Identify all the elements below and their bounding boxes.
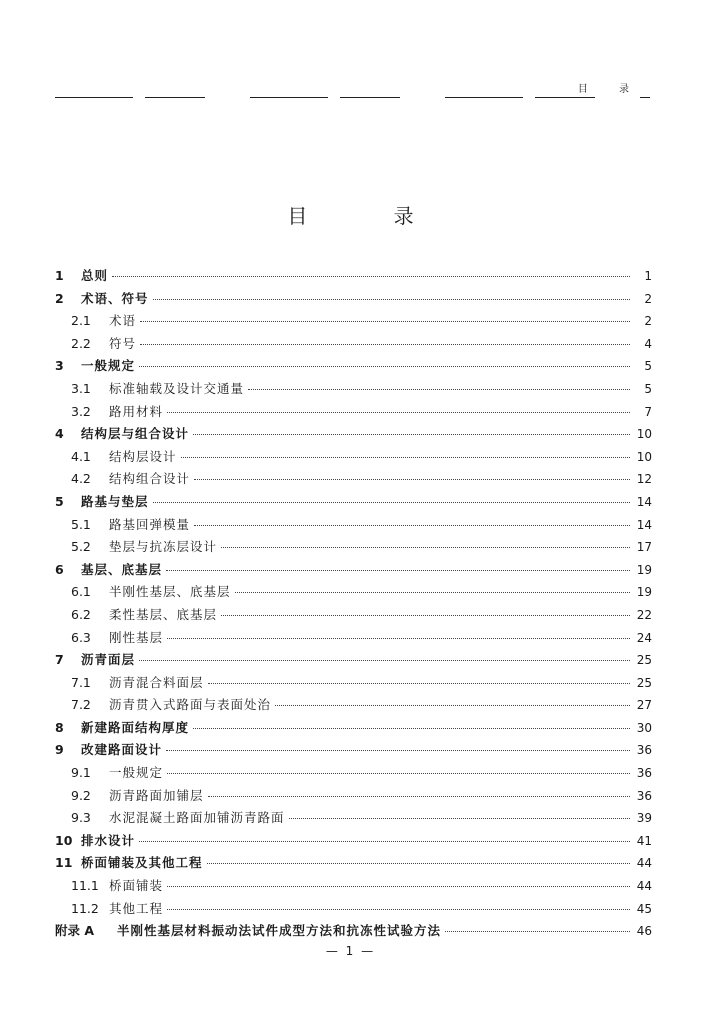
toc-entry-page: 19 (636, 585, 652, 600)
toc-entry[interactable] (55, 424, 652, 447)
dot-leader (221, 547, 630, 548)
toc-entry-page: 44 (636, 856, 652, 871)
toc-entry-number: 10 (55, 832, 73, 848)
toc-entry[interactable] (55, 786, 652, 809)
toc-entry-title: 路基回弹模量 (109, 516, 191, 532)
page-title: 目 录 (287, 204, 454, 228)
toc-entry-number: 6.3 (71, 629, 91, 645)
toc-entry-number: 2.2 (71, 335, 91, 351)
dot-leader (166, 750, 630, 751)
dot-leader (207, 863, 630, 864)
toc-entry-title: 桥面铺装 (109, 878, 164, 894)
toc-entry-page: 5 (644, 359, 652, 374)
toc-entry[interactable] (55, 311, 652, 334)
dot-leader (193, 728, 630, 729)
toc-entry[interactable] (55, 921, 652, 944)
dot-leader (193, 434, 630, 435)
dot-leader (153, 299, 630, 300)
toc-entry-number: 5.2 (71, 539, 91, 555)
toc-entry-number: 7 (55, 652, 64, 668)
dot-leader (235, 592, 630, 593)
dot-leader (275, 705, 630, 706)
toc-entry-title: 刚性基层 (109, 629, 164, 645)
dot-leader (153, 502, 630, 503)
dot-leader (139, 366, 630, 367)
toc-entry-page: 4 (644, 336, 652, 351)
toc-entry-title: 一般规定 (81, 358, 136, 374)
toc-entry[interactable] (55, 831, 652, 854)
toc-entry-title: 路用材料 (109, 403, 164, 419)
toc-entry-number: 7.2 (71, 697, 91, 713)
toc-entry[interactable] (55, 740, 652, 763)
toc-entry[interactable] (55, 853, 652, 876)
toc-entry-page: 36 (636, 766, 652, 781)
dot-leader (167, 773, 630, 774)
dot-leader (445, 931, 630, 932)
toc-entry-number: 4.2 (71, 471, 91, 487)
toc-entry-title: 垫层与抗冻层设计 (109, 539, 218, 555)
dot-leader (112, 276, 630, 277)
toc-entry-title: 排水设计 (81, 832, 136, 848)
toc-entry-number: 5.1 (71, 516, 91, 532)
toc-entry[interactable] (55, 763, 652, 786)
toc-entry[interactable] (55, 334, 652, 357)
dot-leader (208, 796, 630, 797)
toc-entry-page: 10 (636, 449, 652, 464)
toc-entry-title: 路基与垫层 (81, 493, 149, 509)
dot-leader (140, 321, 630, 322)
toc-entry-number: 3.2 (71, 403, 91, 419)
toc-entry[interactable] (55, 808, 652, 831)
toc-entry[interactable] (55, 876, 652, 899)
toc-entry-page: 22 (636, 607, 652, 622)
toc-entry-title: 基层、底基层 (81, 561, 163, 577)
toc-entry-page: 14 (636, 517, 652, 532)
dot-leader (208, 683, 630, 684)
toc-entry-page: 41 (636, 833, 652, 848)
dot-leader (167, 886, 630, 887)
toc-entry[interactable] (55, 650, 652, 673)
toc-entry[interactable] (55, 469, 652, 492)
toc-entry-title: 术语 (109, 313, 137, 329)
toc-entry[interactable] (55, 899, 652, 922)
dot-leader (139, 660, 630, 661)
toc-entry-title: 新建路面结构厚度 (81, 719, 190, 735)
toc-entry-title: 柔性基层、底基层 (109, 606, 218, 622)
dot-leader (194, 525, 630, 526)
toc-entry-number: 11 (55, 855, 73, 871)
toc-entry[interactable] (55, 695, 652, 718)
toc-entry-number: 1 (55, 268, 64, 283)
toc-entry-number: 9.2 (71, 787, 91, 803)
toc-entry-page: 5 (644, 381, 652, 396)
toc-entry-page: 36 (636, 743, 652, 758)
table-of-contents (55, 266, 652, 944)
toc-entry-number: 附录 A (55, 923, 95, 939)
dot-leader (139, 841, 630, 842)
dot-leader (167, 638, 630, 639)
toc-entry-page: 30 (636, 720, 652, 735)
toc-entry-number: 4 (55, 426, 64, 442)
toc-entry-number: 9.1 (71, 765, 91, 781)
toc-entry-number: 9 (55, 742, 64, 758)
toc-entry-title: 改建路面设计 (81, 742, 163, 758)
toc-entry-number: 2 (55, 290, 64, 306)
toc-entry-title: 结构层设计 (109, 448, 177, 464)
toc-entry-number: 2.1 (71, 313, 91, 329)
toc-entry-title: 总则 (81, 268, 109, 283)
toc-entry-title: 其他工程 (109, 900, 164, 916)
toc-entry[interactable] (55, 447, 652, 470)
toc-entry-page: 17 (636, 540, 652, 555)
toc-entry-page: 44 (636, 879, 652, 894)
toc-entry[interactable] (55, 673, 652, 696)
toc-entry-number: 6 (55, 561, 64, 577)
toc-entry-number: 6.1 (71, 584, 91, 600)
dot-leader (221, 615, 630, 616)
toc-entry[interactable] (55, 492, 652, 515)
toc-entry-title: 桥面铺装及其他工程 (81, 855, 203, 871)
toc-entry-number: 5 (55, 493, 64, 509)
toc-entry[interactable] (55, 356, 652, 379)
dot-leader (289, 818, 630, 819)
toc-entry[interactable] (55, 718, 652, 741)
toc-entry-page: 10 (636, 427, 652, 442)
toc-entry-page: 7 (644, 404, 652, 419)
toc-entry-number: 3 (55, 358, 64, 374)
toc-entry-page: 36 (636, 788, 652, 803)
toc-entry-title: 水泥混凝土路面加铺沥青路面 (109, 810, 285, 826)
toc-entry-title: 沥青路面加铺层 (109, 787, 204, 803)
toc-entry[interactable] (55, 379, 652, 402)
toc-entry[interactable] (55, 289, 652, 312)
toc-entry-page: 14 (636, 494, 652, 509)
toc-entry-title: 结构层与组合设计 (81, 426, 190, 442)
toc-entry-title: 半刚性基层、底基层 (109, 584, 231, 600)
toc-entry-number: 11.2 (71, 900, 99, 916)
dot-leader (140, 344, 630, 345)
toc-entry-number: 4.1 (71, 448, 91, 464)
toc-entry-page: 25 (636, 653, 652, 668)
dot-leader (194, 479, 630, 480)
toc-entry-title: 术语、符号 (81, 290, 149, 306)
toc-entry-page: 45 (636, 901, 652, 916)
toc-entry[interactable] (55, 628, 652, 651)
toc-entry-number: 8 (55, 719, 64, 735)
toc-entry[interactable] (55, 515, 652, 538)
toc-entry-number: 9.3 (71, 810, 91, 826)
toc-entry-page: 2 (644, 291, 652, 306)
toc-entry-title: 符号 (109, 335, 137, 351)
toc-entry-title: 沥青贯入式路面与表面处治 (109, 697, 272, 713)
toc-entry-page: 27 (636, 698, 652, 713)
toc-entry[interactable] (55, 582, 652, 605)
dot-leader (167, 909, 630, 910)
toc-entry-page: 46 (636, 924, 652, 939)
dot-leader (248, 389, 630, 390)
toc-entry[interactable] (55, 266, 652, 289)
toc-entry-number: 6.2 (71, 606, 91, 622)
toc-entry-title: 结构组合设计 (109, 471, 191, 487)
toc-entry-page: 25 (636, 675, 652, 690)
toc-entry-title: 沥青混合料面层 (109, 674, 204, 690)
toc-entry[interactable] (55, 605, 652, 628)
toc-entry-page: 39 (636, 811, 652, 826)
toc-entry-page: 19 (636, 562, 652, 577)
toc-entry-page: 12 (636, 472, 652, 487)
running-header: 目 录 (577, 84, 643, 95)
toc-entry[interactable] (55, 560, 652, 583)
toc-entry[interactable] (55, 402, 652, 425)
header-rule (55, 97, 650, 98)
toc-entry-page: 24 (636, 630, 652, 645)
toc-entry[interactable] (55, 537, 652, 560)
dot-leader (167, 412, 630, 413)
toc-entry-number: 3.1 (71, 380, 91, 396)
toc-entry-title: 半刚性基层材料振动法试件成型方法和抗冻性试验方法 (117, 923, 442, 939)
page-number: — 1 — (325, 944, 376, 958)
toc-entry-title: 沥青面层 (81, 652, 136, 668)
dot-leader (181, 457, 630, 458)
toc-entry-number: 11.1 (71, 878, 99, 894)
toc-entry-page: 2 (644, 314, 652, 329)
toc-entry-page: 1 (644, 269, 652, 283)
toc-entry-number: 7.1 (71, 674, 91, 690)
toc-entry-title: 一般规定 (109, 765, 164, 781)
toc-entry-title: 标准轴载及设计交通量 (109, 380, 245, 396)
dot-leader (166, 570, 630, 571)
